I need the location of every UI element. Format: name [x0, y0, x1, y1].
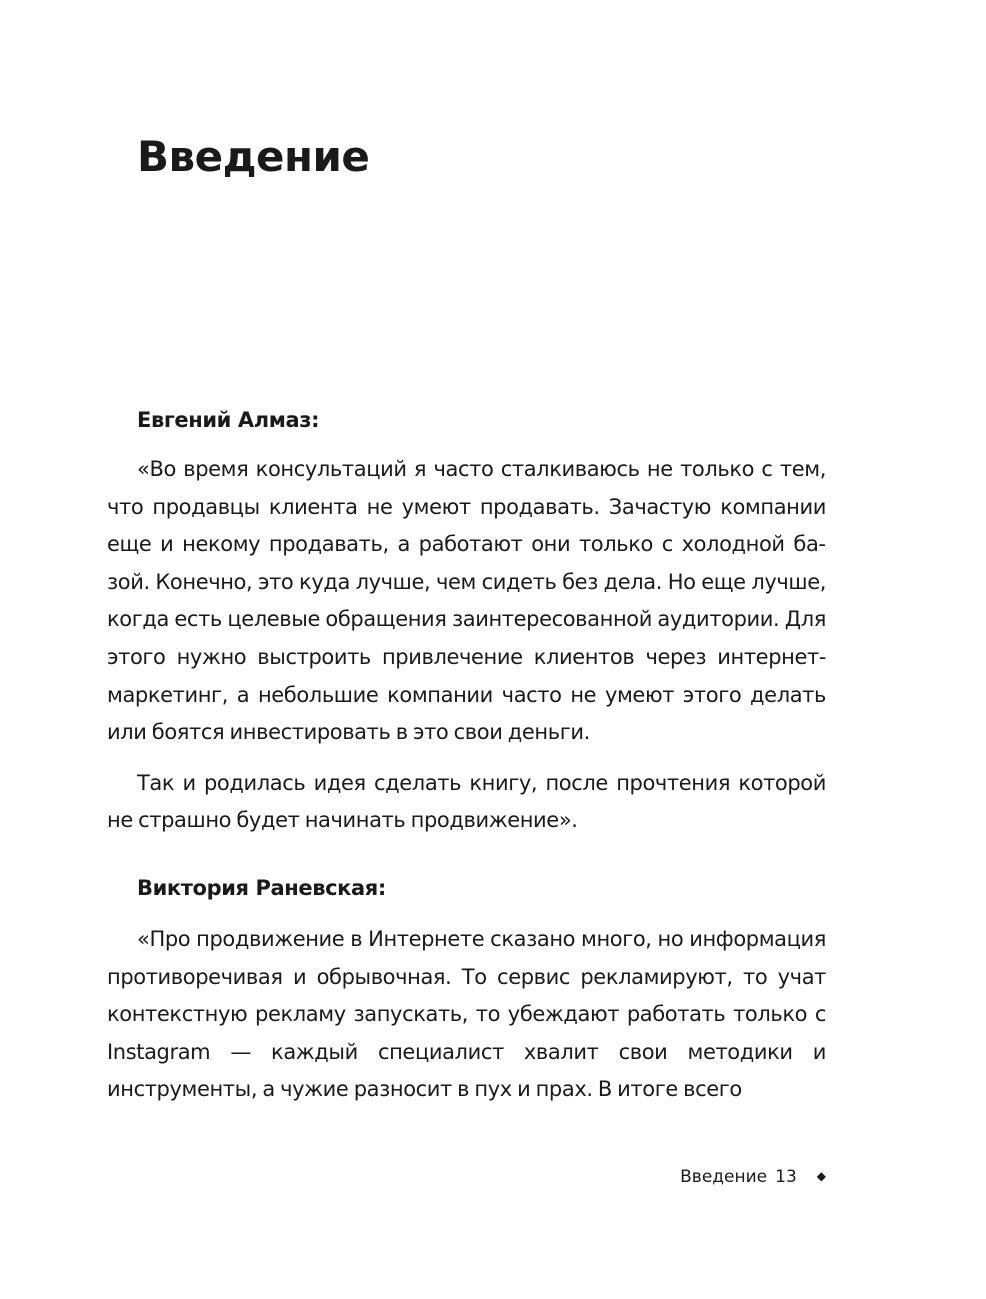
paragraph-2: Так и родилась идея сделать книгу, после прочтения которой не страшно будет начинать продвижение». — [107, 770, 826, 833]
diamond-icon: ◆ — [816, 1169, 826, 1183]
page-title: Введение — [137, 132, 370, 181]
author-name-1: Евгений Алмаз: — [137, 408, 320, 432]
page-footer — [600, 1167, 826, 1187]
paragraph-1: «Во время консультаций я часто сталкиваюсь не только с тем, что продавцы клиента не умеют продавать. Зачастую компании еще и некому продавать, а работают они только с холодной базой. Конечно, это куда лучше, чем сидеть без дела. Но еще лучше, когда есть целевые обращения заинтересованной аудитории. Для этого нужно выстроить привлечение клиентов через интернет-маркетинг, а небольшие компании часто не умеют этого делать или боятся инвестировать в это свои деньги. — [107, 457, 826, 745]
section-2-text — [107, 921, 826, 1109]
paragraph-3: «Про продвижение в Интернете сказано много, но информация противоречивая и обрывочная. То сервис рекламируют, то учат контекстную рекламу запускать, то убеждают работать только с Instagram — каждый специалист хвалит свои методики и инструменты, а чужие разносит в пух и прах. В итоге всего — [107, 927, 826, 1102]
footer-section-name: Введение — [680, 1167, 768, 1187]
section-1-text — [107, 451, 826, 840]
page-number: 13 — [775, 1167, 797, 1187]
author-name-2: Виктория Раневская: — [137, 876, 386, 900]
